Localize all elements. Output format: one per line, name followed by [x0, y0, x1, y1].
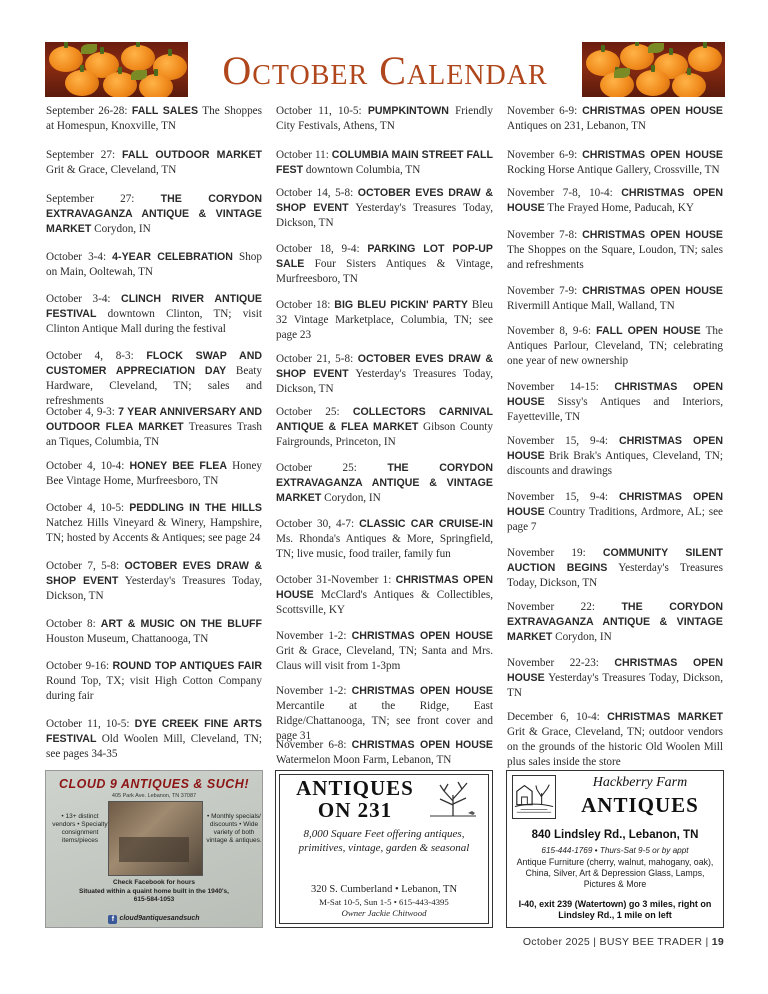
event-date: November 7-8:: [507, 229, 583, 241]
event-date: September 27:: [46, 193, 161, 205]
tree-illustration-icon: [428, 779, 478, 817]
event-title: CHRISTMAS OPEN HOUSE: [582, 149, 723, 161]
event-details: Antiques on 231, Lebanon, TN: [507, 120, 646, 132]
event-title: CHRISTMAS OPEN HOUSE: [582, 229, 723, 241]
event-title: HONEY BEE FLEA: [129, 460, 228, 472]
event-date: November 6-8:: [276, 739, 352, 751]
page-banner: [45, 42, 725, 97]
event-details: Gibson County Fairgrounds, Princeton, IN: [276, 421, 493, 448]
calendar-event: [276, 186, 493, 231]
cloud9-ad-info: [48, 879, 260, 905]
event-details: Rivermill Antique Mall, Walland, TN: [507, 300, 675, 312]
event-details: Corydon, IN: [91, 223, 151, 235]
event-title: ROUND TOP ANTIQUES FAIR: [112, 660, 262, 672]
event-title: CHRISTMAS OPEN HOUSE: [276, 574, 493, 601]
calendar-event: [276, 573, 493, 618]
calendar-event: [276, 148, 493, 178]
event-title: PARKING LOT POP-UP SALE: [276, 243, 494, 270]
event-date: October 9-16:: [46, 660, 113, 672]
calendar-event: [46, 349, 262, 409]
event-details: Yesterday's Treasures Today, Dickson, TN: [276, 368, 493, 395]
calendar-event: [46, 405, 262, 450]
page-title: October Calendar: [222, 48, 548, 93]
event-date: October 4, 10-5:: [46, 502, 130, 514]
event-details: downtown Columbia, TN: [303, 164, 421, 176]
event-details: Honey Bee Vintage Home, Murfreesboro, TN: [46, 460, 263, 487]
calendar-event: [507, 324, 723, 369]
antiques-on-231-hours: M-Sat 10-5, Sun 1-5 • 615-443-4395: [319, 897, 449, 907]
event-title: THE CORYDON EXTRAVAGANZA ANTIQUE & VINTAGE MARKET: [46, 193, 263, 235]
footer-separator: |: [705, 936, 709, 948]
event-details: Rocking Horse Antique Gallery, Crossville, TN: [507, 164, 720, 176]
calendar-event: [46, 459, 262, 489]
cloud9-ad-facebook-handle: cloud9antiquesandsuch: [119, 915, 200, 922]
event-date: October 31-November 1:: [276, 574, 396, 586]
event-details: Brik Brak's Antiques, Cleveland, TN; discounts and drawings: [507, 450, 723, 477]
calendar-event: [507, 104, 723, 134]
calendar-event: [276, 684, 493, 744]
event-title: COLUMBIA MAIN STREET FALL FEST: [276, 149, 493, 176]
event-date: November 7-8, 10-4:: [507, 187, 622, 199]
calendar-event: [46, 659, 262, 704]
event-details: Old Woolen Mill, Cleveland, TN; see pages 34-35: [46, 733, 262, 760]
event-details: Yesterday's Treasures Today, Dickson, TN: [276, 202, 493, 229]
calendar-event: [46, 501, 262, 546]
page-number: 19: [711, 936, 724, 948]
event-title: CHRISTMAS OPEN HOUSE: [351, 685, 493, 697]
antiques-on-231-ad[interactable]: [275, 770, 493, 928]
event-date: October 11, 10-5:: [46, 718, 135, 730]
calendar-event: [46, 104, 262, 134]
event-title: FLOCK SWAP AND CUSTOMER APPRECIATION DAY: [46, 350, 262, 377]
event-date: October 21, 5-8:: [276, 353, 358, 365]
event-details: Ms. Rhonda's Antiques & More, Springfield, TN; live music, food trailer, family fun: [276, 533, 493, 560]
page-footer: [523, 936, 724, 948]
calendar-event: [276, 352, 493, 397]
cloud9-ad-phone: 615-584-1053: [133, 896, 175, 903]
antiques-on-231-title: ANTIQUES ON 231: [296, 776, 414, 822]
event-date: November 7-9:: [507, 285, 583, 297]
event-title: PUMPKINTOWN: [367, 105, 449, 117]
calendar-event: [507, 656, 723, 701]
footer-publication: BUSY BEE TRADER: [599, 936, 703, 948]
event-date: October 25:: [276, 406, 353, 418]
event-date: October 7, 5-8:: [46, 560, 125, 572]
event-title: CHRISTMAS OPEN HOUSE: [351, 630, 493, 642]
calendar-event: [46, 250, 262, 280]
event-date: October 18, 9-4:: [276, 243, 368, 255]
calendar-event: [507, 148, 723, 178]
event-date: October 4, 10-4:: [46, 460, 130, 472]
event-date: November 6-9:: [507, 149, 583, 161]
event-details: Grit & Grace, Cleveland, TN; Santa and Mrs. Claus will visit from 1-3pm: [276, 645, 493, 672]
antiques-on-231-address: 320 S. Cumberland • Lebanon, TN: [310, 884, 458, 895]
event-title: CHRISTMAS OPEN HOUSE: [507, 381, 723, 408]
event-title: CLASSIC CAR CRUISE-IN: [359, 518, 493, 530]
cloud9-ad-features-left: • 13+ distinct vendors • Specialty consignment items/pieces: [52, 813, 108, 844]
event-title: FALL OPEN HOUSE: [596, 325, 701, 337]
event-details: Corydon, IN: [552, 631, 612, 643]
event-date: October 18:: [276, 299, 335, 311]
event-date: October 4, 9-3:: [46, 406, 119, 418]
hackberry-ad-header: [512, 775, 718, 821]
hackberry-ad-phone-hours: 615-444-1769 • Thurs-Sat 9-5 or by appt: [541, 846, 689, 855]
event-details: Corydon, IN: [321, 492, 381, 504]
event-details: Sissy's Antiques and Interiors, Fayetteville, TN: [507, 396, 723, 423]
event-title: 4-YEAR CELEBRATION: [112, 251, 233, 263]
event-details: Houston Museum, Chattanooga, TN: [46, 633, 209, 645]
cloud9-ad-hours: Check Facebook for hours: [113, 879, 195, 886]
footer-issue: October 2025: [522, 936, 591, 948]
event-title: DYE CREEK FINE ARTS FESTIVAL: [46, 718, 262, 745]
calendar-event: [46, 148, 262, 178]
calendar-event: [276, 738, 493, 768]
calendar-event: [276, 298, 493, 343]
pumpkin-decoration-left: [45, 42, 188, 97]
cloud9-store-photo: [108, 801, 203, 876]
event-date: December 6, 10-4:: [507, 711, 608, 723]
event-details: The Shoppes at Homespun, Knoxville, TN: [46, 105, 262, 132]
event-details: Watermelon Moon Farm, Lebanon, TN: [276, 754, 452, 766]
event-title: CHRISTMAS OPEN HOUSE: [507, 657, 723, 684]
calendar-event: [46, 192, 262, 237]
event-date: November 22:: [507, 601, 622, 613]
event-details: The Frayed Home, Paducah, KY: [544, 202, 694, 214]
event-details: downtown Clinton, TN; visit Clinton Antique Mall during the festival: [46, 308, 262, 335]
event-title: CHRISTMAS OPEN HOUSE: [507, 435, 723, 462]
hackberry-ad-script-title: Hackberry Farm: [592, 775, 688, 790]
event-date: November 22-23:: [507, 657, 615, 669]
event-details: Natchez Hills Vineyard & Winery, Hampshire, TN; hosted by Accents & Antiques; see page 24: [46, 517, 262, 544]
event-date: November 19:: [507, 547, 603, 559]
calendar-event: [276, 405, 493, 450]
event-title: BIG BLEU PICKIN' PARTY: [334, 299, 468, 311]
event-date: November 6-9:: [507, 105, 583, 117]
event-date: October 4, 8-3:: [46, 350, 147, 362]
event-details: Round Top, TX; visit High Cotton Company during fair: [46, 675, 262, 702]
event-title: CHRISTMAS MARKET: [607, 711, 724, 723]
event-details: Grit & Grace, Cleveland, TN; outdoor vendors on the grounds of the historic Old Woolen Mill plus sales inside the store: [507, 726, 723, 768]
calendar-event: [507, 600, 723, 645]
event-title: CHRISTMAS OPEN HOUSE: [582, 105, 723, 117]
event-title: FALL OUTDOOR MARKET: [122, 149, 262, 161]
event-date: November 14-15:: [507, 381, 615, 393]
calendar-event: [46, 617, 262, 647]
event-details: Treasures Trash an Tiques, Columbia, TN: [46, 421, 262, 448]
hackberry-ad-description: Antique Furniture (cherry, walnut, mahogany, oak), China, Silver, Art & Depression Glass, Lamps, Pictures & More: [516, 857, 714, 889]
event-date: October 30, 4-7:: [276, 518, 360, 530]
facebook-icon: f: [108, 915, 117, 924]
event-date: November 1-2:: [276, 685, 352, 697]
antiques-on-231-description: 8,000 Square Feet offering antiques, primitives, vintage, garden & seasonal: [298, 828, 470, 854]
calendar-event: [276, 629, 493, 674]
calendar-event: [276, 104, 493, 134]
antiques-on-231-owner: Owner Jackie Chitwood: [341, 908, 427, 918]
event-details: Shop on Main, Ooltewah, TN: [46, 251, 262, 278]
event-date: October 11, 10-5:: [276, 105, 368, 117]
event-date: September 26-28:: [46, 105, 132, 117]
event-title: CHRISTMAS OPEN HOUSE: [507, 187, 723, 214]
event-date: November 8, 9-6:: [507, 325, 597, 337]
cloud9-ad-facebook: [46, 915, 262, 924]
event-title: CHRISTMAS OPEN HOUSE: [507, 491, 723, 518]
event-title: CHRISTMAS OPEN HOUSE: [582, 285, 723, 297]
event-details: Yesterday's Treasures Today, Dickson, TN: [507, 562, 723, 589]
event-details: Yesterday's Treasures Today, Dickson, TN: [507, 672, 723, 699]
calendar-event: [507, 546, 723, 591]
event-details: Bleu 32 Vintage Marketplace, Columbia, TN; see page 23: [276, 299, 493, 341]
calendar-event: [507, 186, 723, 216]
event-title: 7 YEAR ANNIVERSARY AND OUTDOOR FLEA MARKET: [46, 406, 262, 433]
event-title: OCTOBER EVES DRAW & SHOP EVENT: [46, 560, 262, 587]
event-details: The Shoppes on the Square, Loudon, TN; sales and refreshments: [507, 244, 723, 271]
hackberry-ad-directions: I-40, exit 239 (Watertown) go 3 miles, right on Lindsley Rd., 1 mile on left: [518, 899, 712, 920]
event-date: October 14, 5-8:: [276, 187, 358, 199]
calendar-event: [507, 710, 723, 770]
cloud9-ad[interactable]: [45, 770, 263, 928]
calendar-event: [507, 434, 723, 479]
calendar-event: [46, 559, 262, 604]
event-title: OCTOBER EVES DRAW & SHOP EVENT: [276, 187, 493, 214]
event-date: November 15, 9-4:: [507, 491, 619, 503]
event-title: FALL SALES: [131, 105, 199, 117]
calendar-event: [46, 292, 262, 337]
event-date: October 25:: [276, 462, 388, 474]
calendar-event: [507, 284, 723, 314]
event-title: ART & MUSIC ON THE BLUFF: [100, 618, 263, 630]
cloud9-ad-title: CLOUD 9 ANTIQUES & SUCH!: [58, 777, 249, 791]
event-details: Grit & Grace, Cleveland, TN: [46, 164, 177, 176]
event-details: Yesterday's Treasures Today, Dickson, TN: [46, 575, 262, 602]
event-title: COLLECTORS CARNIVAL ANTIQUE & FLEA MARKET: [276, 406, 493, 433]
calendar-event: [276, 242, 493, 287]
event-title: CHRISTMAS OPEN HOUSE: [351, 739, 493, 751]
calendar-event: [46, 717, 262, 762]
event-details: Four Sisters Antiques & Vintage, Murfreesboro, TN: [276, 258, 493, 285]
hackberry-farm-ad[interactable]: [506, 770, 724, 928]
event-details: Mercantile at the Ridge, East Ridge/Chattanooga, TN; see front cover and page 31: [276, 700, 493, 742]
event-title: OCTOBER EVES DRAW & SHOP EVENT: [276, 353, 493, 380]
calendar-event: [507, 490, 723, 535]
hackberry-ad-address: 840 Lindsley Rd., Lebanon, TN: [531, 829, 699, 841]
cloud9-ad-house: Situated within a quaint home built in the 1940's,: [79, 887, 229, 895]
hackberry-ad-title: ANTIQUES: [581, 793, 699, 817]
event-details: Beaty Hardware, Cleveland, TN; sales and refreshments: [46, 365, 262, 407]
pumpkin-decoration-right: [582, 42, 725, 97]
event-title: THE CORYDON EXTRAVAGANZA ANTIQUE & VINTAGE MARKET: [507, 601, 724, 643]
event-date: October 8:: [46, 618, 101, 630]
calendar-event: [507, 228, 723, 273]
event-date: October 3-4:: [46, 293, 122, 305]
event-title: CLINCH RIVER ANTIQUE FESTIVAL: [46, 293, 262, 320]
event-date: October 3-4:: [46, 251, 113, 263]
event-title: COMMUNITY SILENT AUCTION BEGINS: [507, 547, 723, 574]
event-details: Friendly City Festivals, Athens, TN: [276, 105, 493, 132]
event-date: November 15, 9-4:: [507, 435, 619, 447]
event-details: The Antiques Parlour, Cleveland, TN; celebrating one year of new ownership: [507, 325, 723, 367]
event-title: THE CORYDON EXTRAVAGANZA ANTIQUE & VINTAGE MARKET: [276, 462, 494, 504]
event-details: McClard's Antiques & Collectibles, Scottsville, KY: [276, 589, 493, 616]
cloud9-ad-address: 405 Park Ave. Lebanon, TN 37087: [111, 793, 197, 799]
event-date: November 1-2:: [276, 630, 352, 642]
calendar-event: [507, 380, 723, 425]
calendar-event: [276, 517, 493, 562]
event-details: Country Traditions, Ardmore, AL; see page 7: [507, 506, 723, 533]
event-title: PEDDLING IN THE HILLS: [129, 502, 262, 514]
cloud9-ad-features-right: • Monthly specials/ discounts • Wide variety of both vintage & antiques.: [206, 813, 262, 844]
footer-separator: |: [593, 936, 597, 948]
farm-scene-icon: [512, 775, 556, 819]
calendar-event: [276, 461, 493, 506]
event-date: September 27:: [46, 149, 123, 161]
event-date: October 11:: [276, 149, 332, 161]
